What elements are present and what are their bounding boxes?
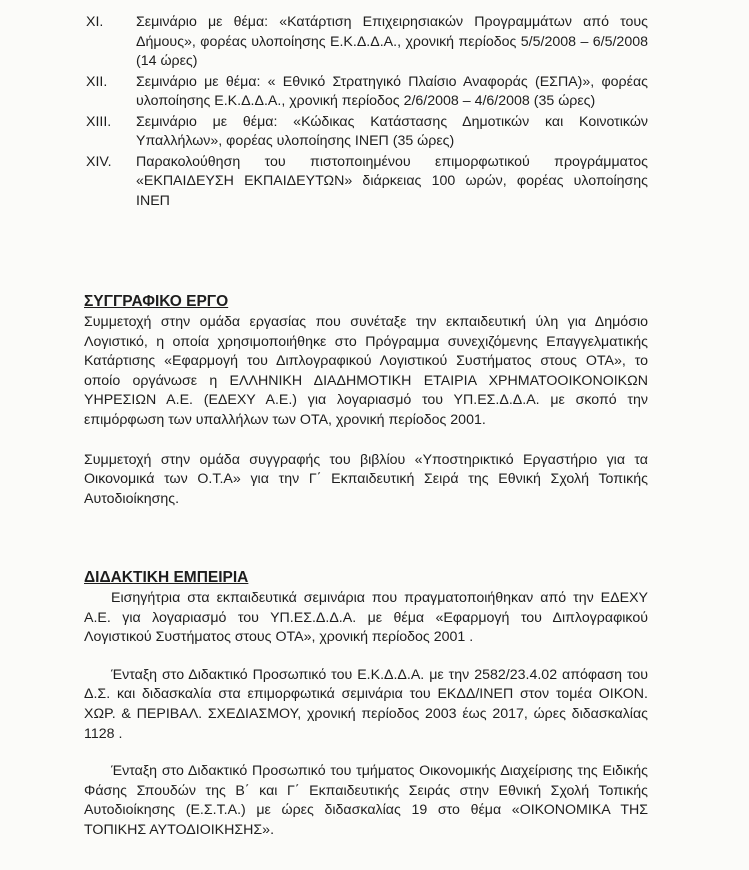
item-number: XIV.: [86, 153, 112, 170]
item-number: XIII.: [86, 113, 112, 130]
spacer: [84, 431, 648, 451]
list-item: [86, 73, 648, 112]
item-text: Σεμινάριο με θέμα: «Κατάρτιση Επιχειρησιακών Προγραμμάτων από τους Δήμους», φορέας υλοποίησης Ε.Κ.Δ.Δ.Α., χρονική περίοδος 5/5/2008 – 6/5/2008 (14 ώρες): [136, 14, 648, 69]
list-item: [86, 113, 648, 152]
writing-paragraph-1: Συμμετοχή στην ομάδα εργασίας που συνέταξε την εκπαιδευτική ύλη για Δημόσιο Λογιστικό, η οποία χρησιμοποιήθηκε στο Πρόγραμμα συνεχιζόμενης Επαγγελματικής Κατάρτισης «Εφαρμογή του Διπλογραφικού Λογιστικού Συστήματος στους ΟΤΑ», το οποίο οργάνωσε η ΕΛΛΗΝΙΚΗ ΔΙΑΔΗΜΟΤΙΚΗ ΕΤΑΙΡΙΑ ΧΡΗΜΑΤΟΟΙΚΟΝΟΙΚΩΝ ΥΗΡΕΣΙΩΝ Α.Ε. (ΕΔΕΧΥ Α.Ε.) για λογαριασμό του ΥΠ.ΕΣ.Δ.Δ.Α. με σκοπό την επιμόρφωση των υπαλλήλων των ΟΤΑ, χρονική περίοδος 2001.: [84, 314, 648, 428]
item-number: XI.: [86, 14, 104, 30]
item-text: Παρακολούθηση του πιστοποιημένου επιμορφωτικού προγράμματος «ΕΚΠΑΙΔΕΥΣΗ ΕΚΠΑΙΔΕΥΤΩΝ» διάρκειας 100 ωρών, φορέας υλοποίησης ΙΝΕΠ: [136, 153, 648, 209]
list-item: [86, 13, 648, 72]
list-item: [86, 153, 648, 212]
teaching-paragraph-2: Ένταξη στο Διδακτικό Προσωπικό του Ε.Κ.Δ.Δ.Α. με την 2582/23.4.02 απόφαση του Δ.Σ. και διδασκαλία στα επιμορφωτικά σεμινάρια του ΕΚΔΔ/ΙΝΕΠ στον τομέα ΟΙΚΟΝ. ΧΩΡ. & ΠΕΡΙΒΑΛ. ΣΧΕΔΙΑΣΜΟΥ, χρονική περίοδος 2003 έως 2017, ώρες διδασκαλίας 1128 .: [84, 666, 648, 742]
writing-section: [84, 292, 648, 509]
item-text: Σεμινάριο με θέμα: « Εθνικό Στρατηγικό Πλαίσιο Αναφοράς (ΕΣΠΑ)», φορέας υλοποίησης Ε.Κ.Δ.Δ.Α., χρονική περίοδος 2/6/2008 – 4/6/2008 (35 ώρες): [136, 73, 648, 109]
teaching-section: [84, 568, 648, 841]
item-number: XII.: [86, 73, 108, 90]
teaching-paragraph-1: Εισηγήτρια στα εκπαιδευτικά σεμινάρια που πραγματοποιήθηκαν από την ΕΔΕΧΥ Α.Ε. για λογαριασμό του ΥΠ.ΕΣ.Δ.Δ.Α. με θέμα «Εφαρμογή του Διπλογραφικού Λογιστικού Συστήματος στους ΟΤΑ», χρονική περίοδος 2001 .: [84, 590, 648, 646]
item-text: Σεμινάριο με θέμα: «Κώδικας Κατάστασης Δημοτικών και Κοινοτικών Υπαλλήλων», φορέας υλοποίησης ΙΝΕΠ (35 ώρες): [136, 113, 648, 149]
writing-paragraph-2: Συμμετοχή στην ομάδα συγγραφής του βιβλίου «Υποστηρικτικό Εργαστήριο για τα Οικονομικά των Ο.Τ.Α» για την Γ΄ Εκπαιδευτική Σειρά της Εθνική Σχολή Τοπικής Αυτοδιοίκησης.: [84, 451, 648, 507]
spacer: [84, 648, 648, 666]
section-heading-teaching: ΔΙΔΑΚΤΙΚΗ ΕΜΠΕΙΡΙΑ: [84, 569, 249, 586]
seminar-list: [86, 13, 648, 212]
spacer: [84, 744, 648, 762]
section-heading-writing: ΣΥΓΓΡΑΦΙΚΟ ΕΡΓΟ: [84, 293, 229, 310]
teaching-paragraph-3: Ένταξη στο Διδακτικό Προσωπικό του τμήματος Οικονομικής Διαχείρισης της Ειδικής Φάσης Σπουδών της Β΄ και Γ΄ Εκπαιδευτικής Σειράς στην Εθνική Σχολή Τοπικής Αυτοδιοίκησης (Ε.Σ.Τ.Α.) με ώρες διδασκαλίας 19 στο θέμα «ΟΙΚΟΝΟΜΙΚΑ ΤΗΣ ΤΟΠΙΚΗΣ ΑΥΤΟΔΙΟΙΚΗΣΗΣ».: [84, 763, 648, 838]
